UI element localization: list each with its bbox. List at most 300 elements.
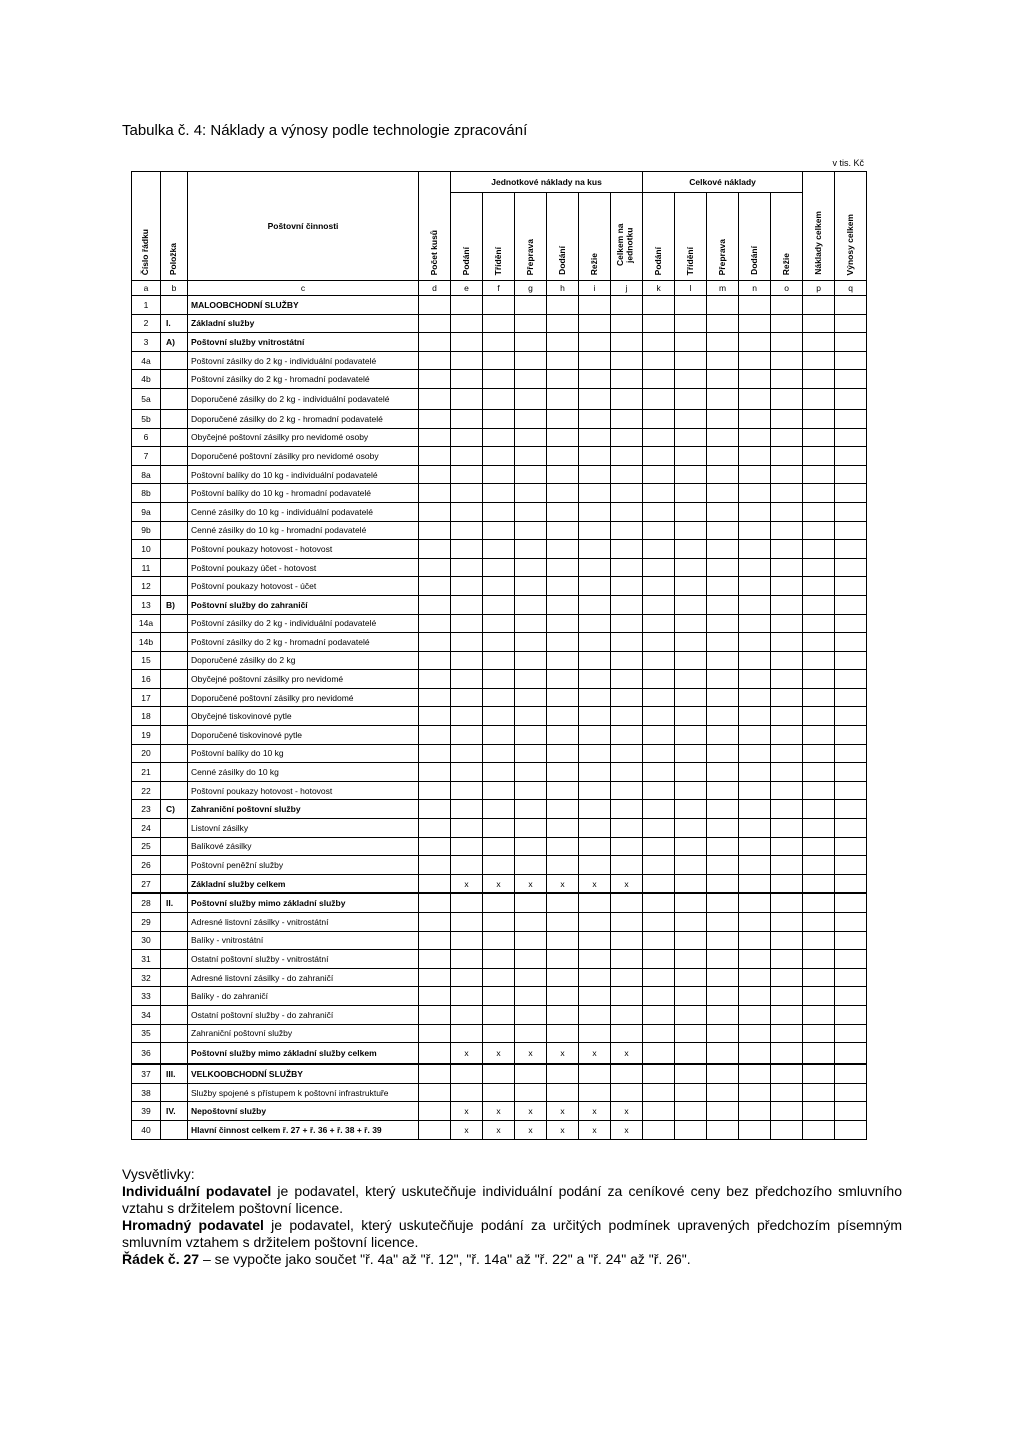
value-cell	[803, 409, 835, 428]
value-cell	[675, 370, 707, 389]
value-cell	[835, 1043, 867, 1065]
value-cell	[803, 314, 835, 333]
row-number: 13	[132, 595, 161, 614]
value-cell	[771, 968, 803, 987]
row-number: 20	[132, 744, 161, 763]
value-cell	[643, 763, 675, 782]
value-cell	[643, 314, 675, 333]
value-cell	[547, 763, 579, 782]
col-header-polozka: Položka	[161, 172, 188, 281]
value-cell	[547, 351, 579, 370]
row-label: Doporučené zásilky do 2 kg - individuální podavatelé	[188, 388, 419, 409]
row-number: 28	[132, 893, 161, 912]
value-cell	[643, 744, 675, 763]
value-cell	[771, 651, 803, 670]
value-cell	[579, 595, 611, 614]
col-header-total-preprava: Přeprava	[707, 193, 739, 281]
value-cell	[643, 484, 675, 503]
value-cell	[515, 388, 547, 409]
value-cell	[643, 595, 675, 614]
value-cell	[739, 856, 771, 875]
value-cell	[771, 856, 803, 875]
row-item	[161, 726, 188, 745]
column-letter: j	[611, 281, 643, 296]
note-text: je podavatel, který uskutečňuje podání za určitých podmínek upravených předchozím písemným smluvním vztahem s držitelem poštovní licence.	[122, 1217, 902, 1250]
value-cell	[739, 521, 771, 540]
row-number: 7	[132, 447, 161, 466]
column-letter: d	[419, 281, 451, 296]
row-label: Poštovní balíky do 10 kg	[188, 744, 419, 763]
row-label: VELKOOBCHODNÍ SLUŽBY	[188, 1064, 419, 1083]
value-cell	[643, 633, 675, 652]
value-cell	[771, 893, 803, 912]
value-cell	[835, 968, 867, 987]
table-row	[132, 950, 867, 969]
row-number: 8b	[132, 484, 161, 503]
col-header-unit-trideni: Třídění	[483, 193, 515, 281]
value-cell	[707, 893, 739, 912]
value-cell	[451, 484, 483, 503]
value-cell	[515, 726, 547, 745]
value-cell	[611, 819, 643, 838]
value-cell	[803, 595, 835, 614]
row-item	[161, 633, 188, 652]
value-cell	[611, 893, 643, 912]
value-cell	[739, 744, 771, 763]
value-cell	[451, 577, 483, 596]
value-cell	[803, 577, 835, 596]
value-cell	[547, 1083, 579, 1102]
table-row	[132, 1064, 867, 1083]
row-number: 37	[132, 1064, 161, 1083]
value-cell	[611, 595, 643, 614]
value-cell	[547, 670, 579, 689]
value-cell	[483, 484, 515, 503]
value-cell	[547, 484, 579, 503]
value-cell	[739, 781, 771, 800]
value-cell	[547, 370, 579, 389]
row-number: 5b	[132, 409, 161, 428]
value-cell	[675, 409, 707, 428]
value-cell	[835, 856, 867, 875]
table-row	[132, 1043, 867, 1065]
column-letter: o	[771, 281, 803, 296]
row-item	[161, 558, 188, 577]
row-number: 9a	[132, 502, 161, 521]
row-number: 30	[132, 931, 161, 950]
value-cell	[483, 968, 515, 987]
row-item	[161, 465, 188, 484]
value-cell	[483, 651, 515, 670]
value-cell	[483, 670, 515, 689]
col-header-total-rezie: Režie	[771, 193, 803, 281]
value-cell	[547, 987, 579, 1006]
value-cell	[835, 333, 867, 352]
value-cell	[835, 465, 867, 484]
table-row	[132, 763, 867, 782]
value-cell	[419, 521, 451, 540]
value-cell	[579, 893, 611, 912]
value-cell	[803, 670, 835, 689]
table-row	[132, 800, 867, 819]
value-cell	[611, 837, 643, 856]
row-item: III.	[161, 1064, 188, 1083]
value-cell	[547, 388, 579, 409]
value-cell	[419, 688, 451, 707]
value-cell	[579, 707, 611, 726]
value-cell	[451, 781, 483, 800]
value-cell	[739, 428, 771, 447]
value-cell	[515, 633, 547, 652]
value-cell	[739, 1024, 771, 1043]
value-cell	[835, 1064, 867, 1083]
row-label: Adresné listovní zásilky - do zahraničí	[188, 968, 419, 987]
value-cell	[739, 540, 771, 559]
value-cell	[483, 707, 515, 726]
row-label: Poštovní služby mimo základní služby celkem	[188, 1043, 419, 1065]
value-cell	[483, 950, 515, 969]
value-cell	[451, 540, 483, 559]
value-cell	[419, 333, 451, 352]
value-cell	[515, 577, 547, 596]
x-mark-cell: x	[483, 1120, 515, 1139]
value-cell	[419, 931, 451, 950]
value-cell	[451, 502, 483, 521]
row-item: IV.	[161, 1102, 188, 1121]
value-cell	[803, 800, 835, 819]
value-cell	[707, 577, 739, 596]
value-cell	[707, 409, 739, 428]
value-cell	[675, 484, 707, 503]
value-cell	[483, 333, 515, 352]
row-item	[161, 370, 188, 389]
value-cell	[579, 333, 611, 352]
x-mark-cell: x	[547, 1102, 579, 1121]
value-cell	[451, 465, 483, 484]
table-row	[132, 651, 867, 670]
value-cell	[515, 1083, 547, 1102]
value-cell	[579, 447, 611, 466]
value-cell	[643, 428, 675, 447]
row-item	[161, 874, 188, 893]
row-number: 8a	[132, 465, 161, 484]
value-cell	[803, 296, 835, 315]
value-cell	[771, 670, 803, 689]
value-cell	[483, 800, 515, 819]
value-cell	[611, 1024, 643, 1043]
value-cell	[771, 484, 803, 503]
value-cell	[483, 1005, 515, 1024]
row-label: Poštovní balíky do 10 kg - individuální podavatelé	[188, 465, 419, 484]
value-cell	[515, 1005, 547, 1024]
row-item	[161, 670, 188, 689]
col-header-postovni-cinnosti: Poštovní činnosti	[188, 172, 419, 281]
value-cell	[579, 351, 611, 370]
value-cell	[803, 614, 835, 633]
col-header-unit-podani: Podání	[451, 193, 483, 281]
value-cell	[579, 763, 611, 782]
value-cell	[579, 837, 611, 856]
value-cell	[707, 931, 739, 950]
value-cell	[835, 1083, 867, 1102]
value-cell	[611, 351, 643, 370]
value-cell	[835, 707, 867, 726]
value-cell	[835, 409, 867, 428]
value-cell	[739, 1083, 771, 1102]
value-cell	[451, 707, 483, 726]
row-label: MALOOBCHODNÍ SLUŽBY	[188, 296, 419, 315]
value-cell	[739, 1005, 771, 1024]
value-cell	[803, 651, 835, 670]
value-cell	[675, 1005, 707, 1024]
row-item	[161, 1024, 188, 1043]
value-cell	[803, 351, 835, 370]
value-cell	[419, 595, 451, 614]
table-row	[132, 781, 867, 800]
value-cell	[739, 370, 771, 389]
value-cell	[707, 913, 739, 932]
value-cell	[739, 726, 771, 745]
value-cell	[675, 726, 707, 745]
value-cell	[643, 558, 675, 577]
column-letter: f	[483, 281, 515, 296]
row-item	[161, 428, 188, 447]
row-label: Poštovní zásilky do 2 kg - hromadní podavatelé	[188, 633, 419, 652]
value-cell	[611, 502, 643, 521]
row-label: Poštovní zásilky do 2 kg - individuální podavatelé	[188, 351, 419, 370]
value-cell	[675, 670, 707, 689]
value-cell	[739, 1064, 771, 1083]
value-cell	[803, 1120, 835, 1139]
value-cell	[835, 484, 867, 503]
value-cell	[707, 521, 739, 540]
value-cell	[739, 314, 771, 333]
value-cell	[643, 707, 675, 726]
row-number: 24	[132, 819, 161, 838]
row-item	[161, 651, 188, 670]
value-cell	[707, 950, 739, 969]
value-cell	[515, 296, 547, 315]
row-number: 23	[132, 800, 161, 819]
x-mark-cell: x	[579, 874, 611, 893]
table-row	[132, 931, 867, 950]
value-cell	[419, 370, 451, 389]
value-cell	[547, 913, 579, 932]
row-label: Doporučené zásilky do 2 kg	[188, 651, 419, 670]
x-mark-cell: x	[611, 1102, 643, 1121]
value-cell	[547, 333, 579, 352]
value-cell	[771, 1083, 803, 1102]
row-number: 9b	[132, 521, 161, 540]
row-label: Poštovní zásilky do 2 kg - hromadní podavatelé	[188, 370, 419, 389]
note-bulk	[122, 1217, 902, 1251]
row-label: Obyčejné poštovní zásilky pro nevidomé osoby	[188, 428, 419, 447]
value-cell	[451, 726, 483, 745]
value-cell	[643, 614, 675, 633]
value-cell	[579, 428, 611, 447]
value-cell	[611, 370, 643, 389]
row-item	[161, 763, 188, 782]
value-cell	[643, 726, 675, 745]
value-cell	[835, 987, 867, 1006]
value-cell	[803, 781, 835, 800]
value-cell	[739, 484, 771, 503]
value-cell	[611, 484, 643, 503]
value-cell	[771, 1043, 803, 1065]
value-cell	[771, 409, 803, 428]
value-cell	[771, 447, 803, 466]
value-cell	[803, 521, 835, 540]
value-cell	[675, 521, 707, 540]
value-cell	[675, 744, 707, 763]
value-cell	[515, 913, 547, 932]
value-cell	[451, 931, 483, 950]
value-cell	[547, 893, 579, 912]
col-header-naklady-celkem: Náklady celkem	[803, 172, 835, 281]
table-row	[132, 428, 867, 447]
value-cell	[611, 409, 643, 428]
row-item	[161, 1043, 188, 1065]
value-cell	[547, 781, 579, 800]
value-cell	[803, 1083, 835, 1102]
value-cell	[451, 837, 483, 856]
row-number: 31	[132, 950, 161, 969]
value-cell	[675, 968, 707, 987]
value-cell	[579, 950, 611, 969]
value-cell	[451, 1005, 483, 1024]
value-cell	[739, 688, 771, 707]
value-cell	[419, 819, 451, 838]
row-number: 35	[132, 1024, 161, 1043]
value-cell	[419, 893, 451, 912]
value-cell	[739, 931, 771, 950]
x-mark-cell: x	[451, 1102, 483, 1121]
value-cell	[611, 670, 643, 689]
value-cell	[835, 577, 867, 596]
value-cell	[419, 763, 451, 782]
table-row	[132, 540, 867, 559]
value-cell	[643, 800, 675, 819]
value-cell	[419, 388, 451, 409]
value-cell	[835, 1005, 867, 1024]
column-letter: e	[451, 281, 483, 296]
value-cell	[451, 333, 483, 352]
table-row	[132, 987, 867, 1006]
value-cell	[611, 744, 643, 763]
value-cell	[643, 1024, 675, 1043]
value-cell	[515, 428, 547, 447]
value-cell	[771, 819, 803, 838]
value-cell	[515, 651, 547, 670]
value-cell	[483, 540, 515, 559]
value-cell	[611, 987, 643, 1006]
value-cell	[643, 819, 675, 838]
col-header-unit-dodani: Dodání	[547, 193, 579, 281]
x-mark-cell: x	[483, 1043, 515, 1065]
value-cell	[611, 913, 643, 932]
value-cell	[643, 465, 675, 484]
column-letter: p	[803, 281, 835, 296]
value-cell	[419, 409, 451, 428]
value-cell	[771, 1064, 803, 1083]
note-term: Hromadný podavatel	[122, 1217, 264, 1233]
value-cell	[483, 987, 515, 1006]
row-label: Poštovní poukazy hotovost - hotovost	[188, 781, 419, 800]
value-cell	[707, 296, 739, 315]
value-cell	[451, 893, 483, 912]
value-cell	[739, 763, 771, 782]
value-cell	[835, 614, 867, 633]
value-cell	[835, 874, 867, 893]
value-cell	[739, 558, 771, 577]
value-cell	[515, 1024, 547, 1043]
value-cell	[547, 856, 579, 875]
col-header-unit-rezie: Režie	[579, 193, 611, 281]
value-cell	[579, 633, 611, 652]
row-item	[161, 614, 188, 633]
row-number: 14a	[132, 614, 161, 633]
col-header-vynosy-celkem: Výnosy celkem	[835, 172, 867, 281]
value-cell	[835, 595, 867, 614]
value-cell	[707, 1102, 739, 1121]
value-cell	[419, 950, 451, 969]
row-label: Cenné zásilky do 10 kg - hromadní podavatelé	[188, 521, 419, 540]
value-cell	[483, 744, 515, 763]
value-cell	[419, 633, 451, 652]
value-cell	[579, 688, 611, 707]
value-cell	[739, 577, 771, 596]
value-cell	[451, 351, 483, 370]
value-cell	[643, 987, 675, 1006]
value-cell	[643, 388, 675, 409]
row-label: Cenné zásilky do 10 kg	[188, 763, 419, 782]
value-cell	[547, 950, 579, 969]
table-row	[132, 333, 867, 352]
value-cell	[739, 670, 771, 689]
value-cell	[803, 913, 835, 932]
table-row	[132, 370, 867, 389]
value-cell	[771, 781, 803, 800]
value-cell	[611, 726, 643, 745]
value-cell	[579, 726, 611, 745]
value-cell	[771, 428, 803, 447]
value-cell	[643, 447, 675, 466]
x-mark-cell: x	[451, 1120, 483, 1139]
value-cell	[675, 388, 707, 409]
row-label: Základní služby celkem	[188, 874, 419, 893]
value-cell	[419, 484, 451, 503]
value-cell	[547, 577, 579, 596]
column-letter: g	[515, 281, 547, 296]
value-cell	[547, 428, 579, 447]
value-cell	[707, 1083, 739, 1102]
x-mark-cell: x	[547, 1120, 579, 1139]
value-cell	[739, 595, 771, 614]
value-cell	[675, 333, 707, 352]
value-cell	[771, 931, 803, 950]
value-cell	[771, 333, 803, 352]
value-cell	[547, 1064, 579, 1083]
row-item	[161, 521, 188, 540]
value-cell	[739, 1102, 771, 1121]
value-cell	[483, 521, 515, 540]
value-cell	[515, 837, 547, 856]
value-cell	[419, 1043, 451, 1065]
value-cell	[835, 296, 867, 315]
value-cell	[419, 707, 451, 726]
value-cell	[739, 333, 771, 352]
value-cell	[547, 633, 579, 652]
